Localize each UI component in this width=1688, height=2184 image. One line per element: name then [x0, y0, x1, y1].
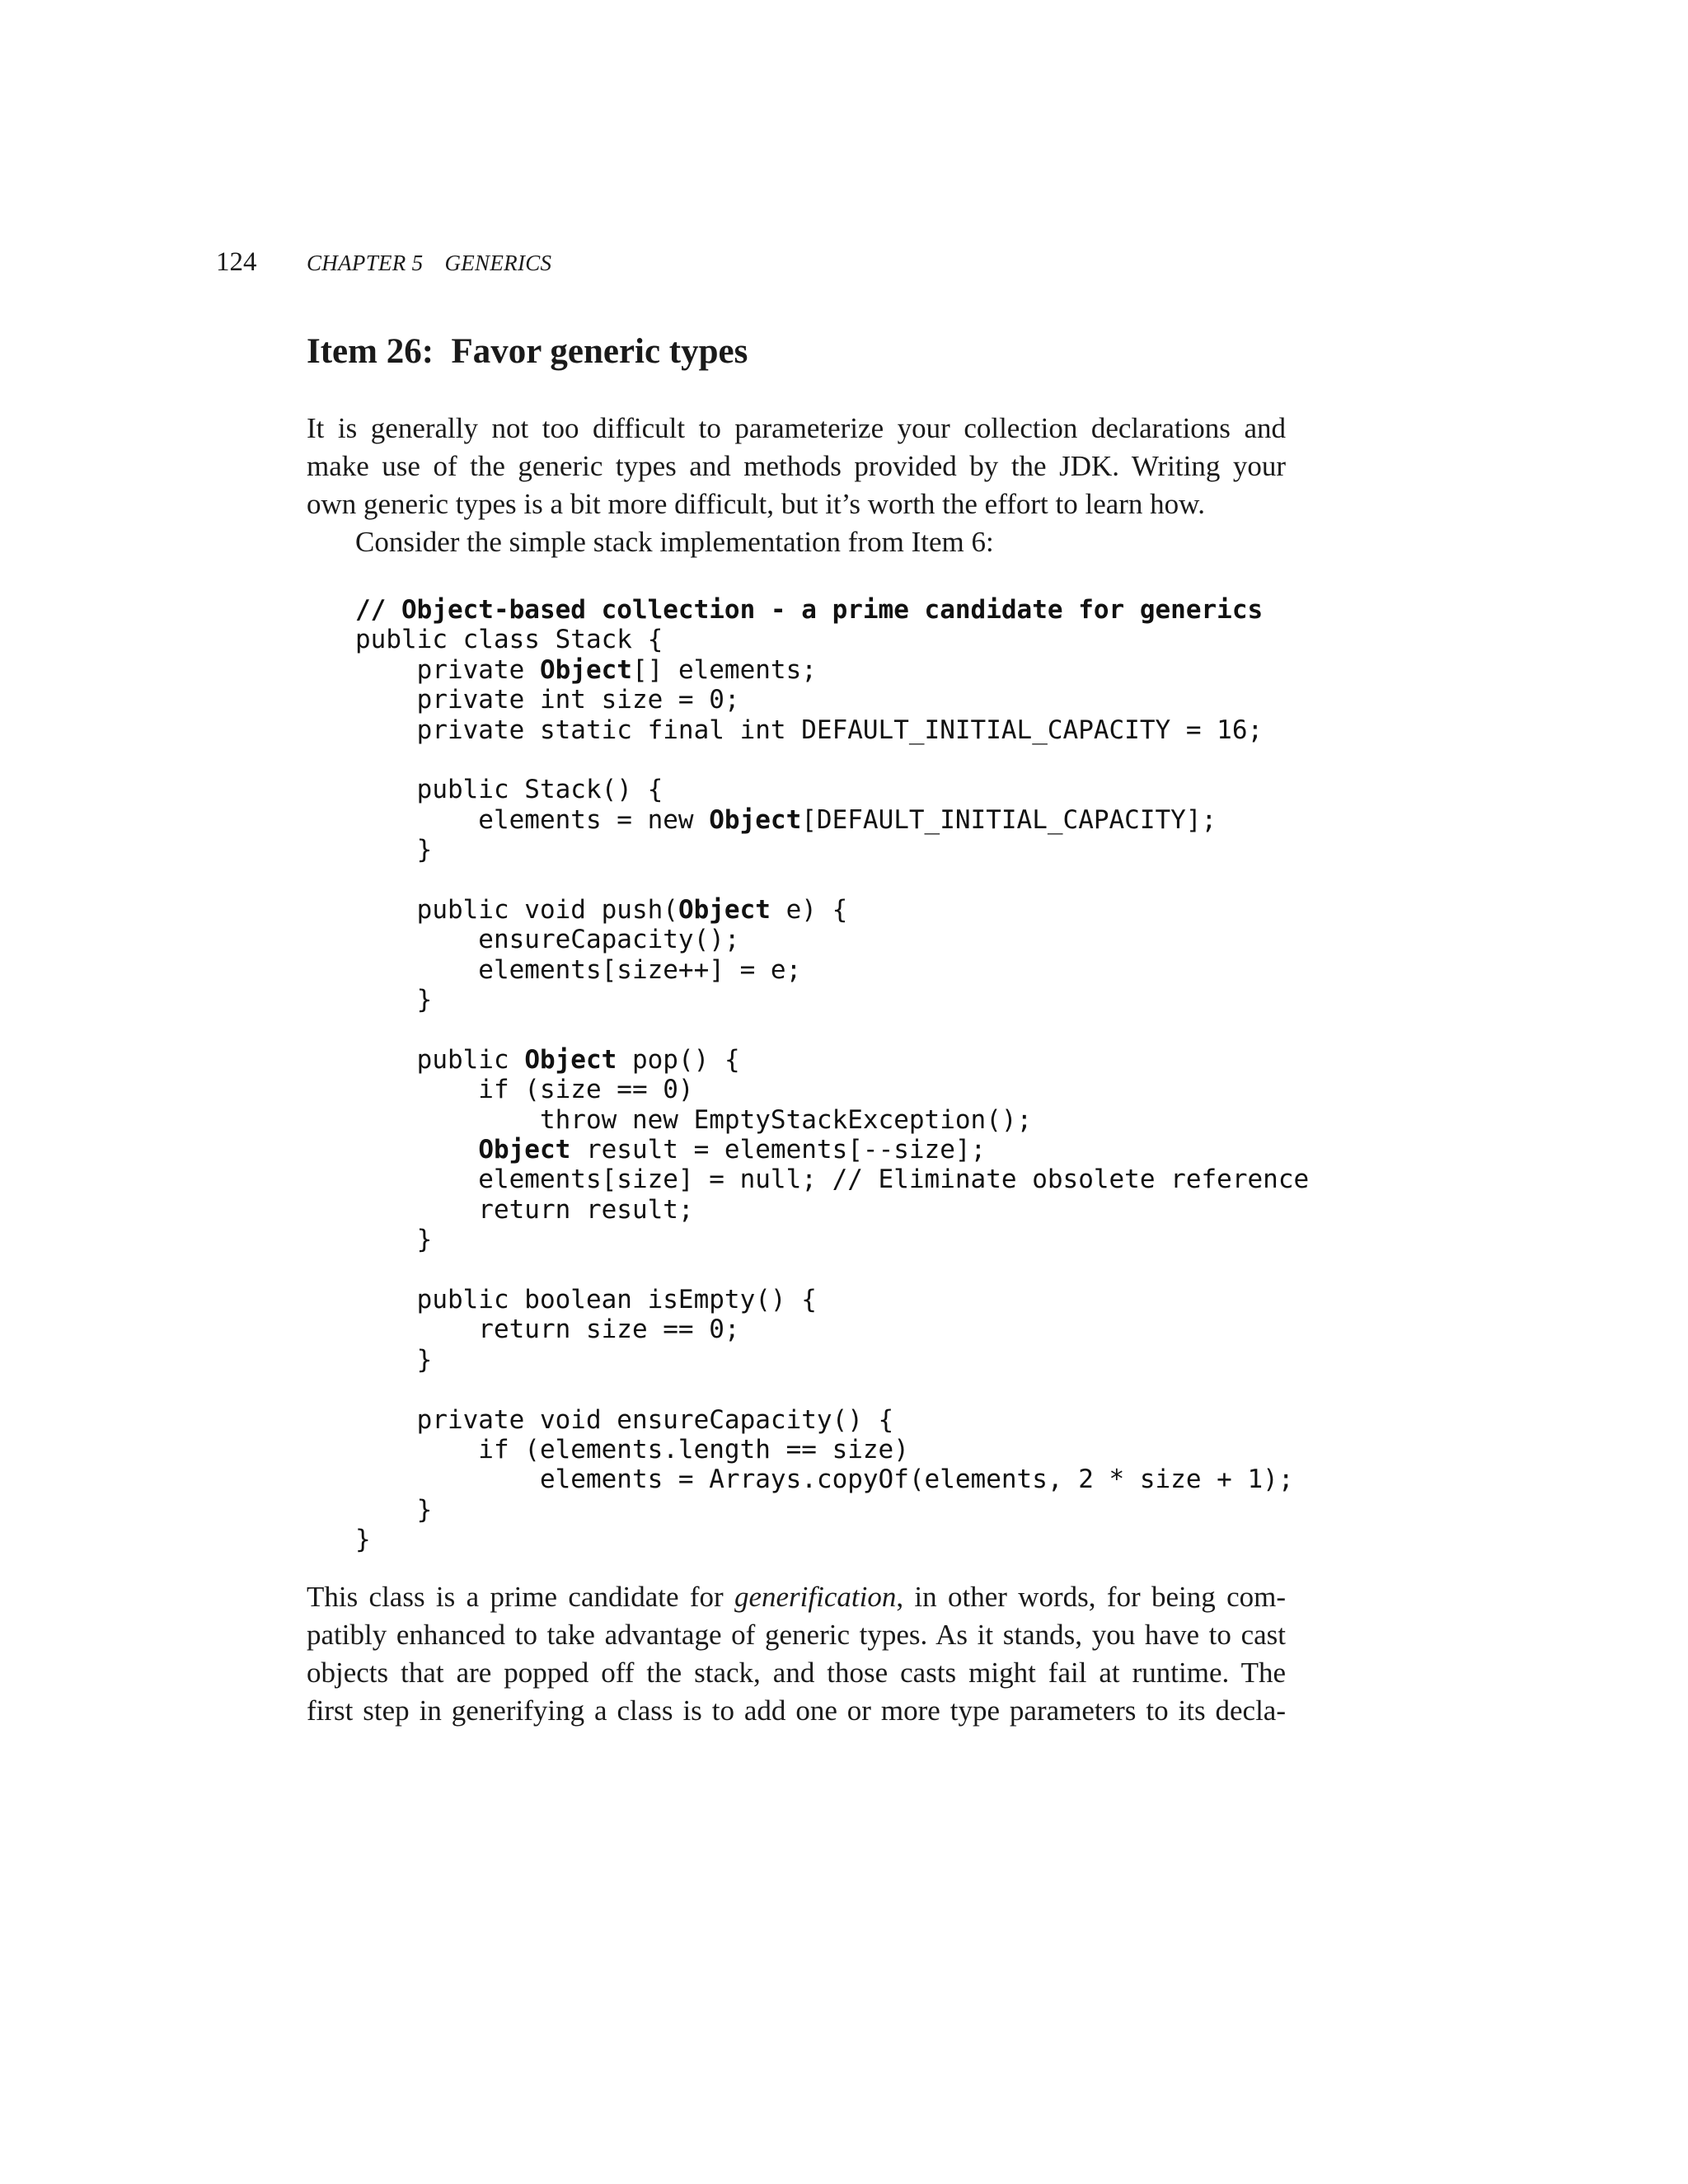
text-line: [307, 1578, 1286, 1616]
code-line: [355, 1165, 1309, 1194]
code-text: }: [355, 985, 433, 1015]
code-line: [355, 1135, 1309, 1165]
code-text: result = elements[--size];: [570, 1135, 987, 1165]
page-number: 124: [216, 247, 257, 277]
code-line: [355, 1435, 1309, 1465]
closing-paragraph: [307, 1578, 1286, 1730]
text-run: This class is a prime candidate for: [307, 1581, 734, 1613]
code-text: private int size = 0;: [355, 685, 740, 715]
code-bold-text: Object: [524, 1044, 617, 1075]
code-text: pop() {: [617, 1044, 740, 1075]
code-bold-text: Object: [678, 894, 771, 925]
code-text: elements[size++] = e;: [355, 954, 802, 985]
running-head: [216, 247, 551, 288]
code-line: [355, 1105, 1309, 1135]
code-line: [355, 1525, 1309, 1554]
code-line: [355, 595, 1309, 625]
text-run: objects that are popped off the stack, and those casts might fail at runtime. The: [307, 1657, 1286, 1689]
code-line: [355, 685, 1309, 715]
text-line: It is generally not too difficult to parameterize your collection declarations and: [307, 412, 1286, 444]
code-line: [355, 865, 1309, 895]
code-text: return size == 0;: [355, 1315, 740, 1345]
code-text: }: [355, 1494, 433, 1525]
code-text: elements = Arrays.copyOf(elements, 2 * size + 1);: [355, 1465, 1294, 1495]
code-bold-text: Object: [539, 654, 632, 685]
text-line: [307, 1692, 1286, 1730]
code-bold-text: Object: [709, 804, 802, 835]
code-listing: [355, 595, 1309, 1555]
code-line: [355, 1495, 1309, 1525]
text-run: , in other words, for being com-: [896, 1581, 1286, 1613]
code-bold-text: Object: [478, 1135, 571, 1165]
text-run: first step in generifying a class is to add one or more type parameters to its decla-: [307, 1694, 1286, 1727]
code-text: [] elements;: [631, 654, 817, 685]
code-line: [355, 925, 1309, 954]
code-text: }: [355, 1225, 433, 1255]
code-text: e) {: [770, 894, 848, 925]
code-text: }: [355, 1525, 371, 1555]
code-bold-text: // Object-based collection - a prime candidate for generics: [355, 595, 1264, 625]
text-line: [307, 1654, 1286, 1692]
chapter-heading: [307, 251, 551, 276]
code-text: private: [355, 654, 540, 685]
code-line: [355, 1285, 1309, 1315]
code-text: public class Stack {: [355, 625, 663, 655]
code-text: elements[size] = null; // Eliminate obsolete reference: [355, 1165, 1310, 1195]
code-text: elements = new: [355, 804, 710, 835]
chapter-label: CHAPTER 5: [307, 251, 424, 275]
code-line: [355, 1345, 1309, 1375]
code-line: [355, 1225, 1309, 1254]
text-line: [307, 1616, 1286, 1654]
intro-paragraph: [307, 410, 1286, 561]
code-line: [355, 1375, 1309, 1404]
code-text: public void push(: [355, 894, 678, 925]
code-text: if (elements.length == size): [355, 1434, 909, 1465]
code-line: [355, 955, 1309, 985]
code-text: if (size == 0): [355, 1075, 694, 1105]
code-line: [355, 715, 1309, 745]
code-text: public Stack() {: [355, 775, 663, 805]
code-line: [355, 1045, 1309, 1075]
code-line: [355, 1405, 1309, 1435]
code-line: [355, 775, 1309, 804]
code-text: throw new EmptyStackException();: [355, 1104, 1033, 1135]
code-line: [355, 985, 1309, 1015]
code-line: [355, 805, 1309, 835]
chapter-title: GENERICS: [444, 251, 552, 275]
code-line: [355, 625, 1309, 654]
code-line: [355, 1465, 1309, 1494]
item-title: Item 26: Favor generic types: [307, 332, 748, 371]
text-line: own generic types is a bit more difficult, but it’s worth the effort to learn how.: [307, 488, 1205, 520]
code-line: [355, 835, 1309, 865]
code-text: [DEFAULT_INITIAL_CAPACITY];: [801, 804, 1217, 835]
code-line: [355, 1255, 1309, 1285]
code-text: }: [355, 1344, 433, 1375]
code-text: }: [355, 835, 433, 865]
code-text: private static final int DEFAULT_INITIAL_CAPACITY = 16;: [355, 715, 1264, 745]
code-line: [355, 1315, 1309, 1344]
emphasized-term: generification: [734, 1581, 897, 1613]
code-line: [355, 655, 1309, 685]
code-line: [355, 745, 1309, 775]
code-line: [355, 895, 1309, 925]
text-line: make use of the generic types and methods provided by the JDK. Writing your: [307, 450, 1286, 482]
text-run: patibly enhanced to take advantage of generic types. As it stands, you have to cast: [307, 1619, 1286, 1651]
code-text: return result;: [355, 1194, 694, 1225]
code-text: [355, 1135, 478, 1165]
code-line: [355, 1075, 1309, 1104]
code-text: public: [355, 1044, 525, 1075]
code-text: private void ensureCapacity() {: [355, 1404, 894, 1435]
code-text: ensureCapacity();: [355, 925, 740, 955]
text-line: Consider the simple stack implementation from Item 6:: [355, 526, 994, 558]
code-line: [355, 1015, 1309, 1044]
code-text: public boolean isEmpty() {: [355, 1284, 817, 1315]
code-line: [355, 1195, 1309, 1225]
